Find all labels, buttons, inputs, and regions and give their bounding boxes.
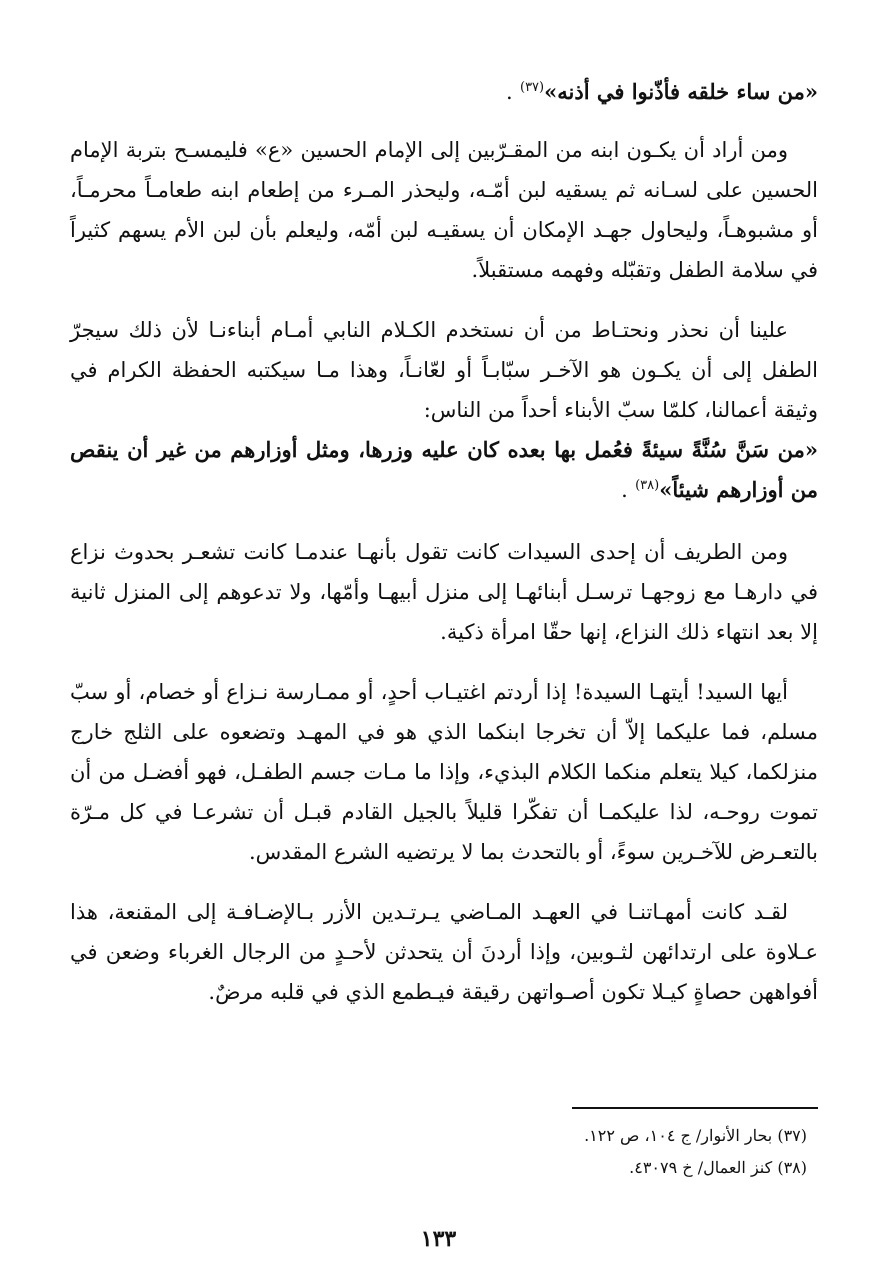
footnote-38: (٣٨) كنز العمال/ خ ٤٣٠٧٩.: [629, 1158, 807, 1177]
hadith-quote: [70, 430, 818, 510]
paragraph-1: ومن أراد أن يكـون ابنه من المقـرّبين إلى الإمام الحسين «ع» فليمسـح بتربة الإمام الحسين على لسـانه ثم يسقيه لبن أمّـه، وليحذر المـرء من إطعام ابنه طعامـاً محرمـاً، أو مشبوهـاً، وليحاول جهـد الإمكان أن يسقيـه لبن أمّه، وليعلم بأن لبن الأم يسهم كثيراً في سلامة الطفل وتقبّله وفهمه مستقبلاً.: [70, 138, 818, 282]
page-body: [70, 72, 818, 1032]
footnotes: [307, 1120, 807, 1184]
page-number: ١٣٣: [420, 1226, 457, 1252]
paragraph-4: أيها السيد! أيتهـا السيدة! إذا أردتم اغتيـاب أحدٍ، أو ممـارسة نـزاع أو خصام، أو سبّ مسلم، فما عليكما إلاّ أن تخرجا ابنكما الذي هو في المهـد وتضعوه على الثلج خارج منزلكما، كيلا يتعلم منكما الكلام البذيء، وإذا ما مـات جسم الطفـل، فهو أفضـل من أن تموت روحـه، لذا عليكمـا أن تفكّرا قليلاً بالجيل القادم قبـل أن تشرعـا في كل مـرّة بالتعـرض للآخـرين سوءً، أو بالتحدث بما لا يرتضيه الشرع المقدس.: [70, 680, 818, 864]
footnote-ref-37: (٣٧): [520, 80, 545, 95]
hadith-quote-text: «من سَنَّ سُنَّةً سيئةً فعُمل بها بعده كان عليه وزرها، ومثل أوزارهم من غير أن ينقص من أوزارهم شيئاً»: [70, 437, 818, 502]
paragraph-3: ومن الطريف أن إحدى السيدات كانت تقول بأنهـا عندمـا كانت تشعـر بحدوث نزاع في دارهـا مع زوجهـا ترسـل أبنائهـا إلى منزل أبيهـا وأمّها، ولا تدعوهم إلى المنزل ثانية إلا بعد انتهاء ذلك النزاع، إنها حقّا امرأة ذكية.: [70, 540, 818, 644]
hadith-quote-end: .: [621, 478, 628, 502]
footnote-divider: [572, 1107, 818, 1109]
opening-quote-end: .: [506, 80, 513, 104]
paragraph-2: علينا أن نحذر ونحتـاط من أن نستخدم الكـلام النابي أمـام أبناءنـا لأن ذلك سيجرّ الطفل إلى أن يكـون هو الآخـر سبّابـاً أو لعّانـاً، وهذا مـا سيكتبه الحفظة الكرام في وثيقة أعمالنا، كلمّا سبّ الأبناء أحداً من الناس:: [70, 318, 818, 422]
footnote-37: (٣٧) بحار الأنوار/ ج ١٠٤، ص ١٢٢.: [584, 1126, 807, 1145]
opening-quote-text: «من ساء خلقه فأذّنوا في أذنه»: [544, 79, 818, 104]
paragraph-5: لقـد كانت أمهـاتنـا في العهـد المـاضي يـرتـدين الأزر بـالإضـافـة إلى المقنعة، هذا عـلاوة على ارتدائهن لثـوبين، وإذا أردنَ أن يتحدثن لأحـدٍ من الرجال الغرباء وضعن في أفواههن حصاةٍ كيـلا تكون أصـواتهن رقيقة فيـطمع الذي في قلبه مرضٌ.: [70, 900, 818, 1004]
opening-quote: [70, 72, 818, 112]
footnote-ref-38: (٣٨): [635, 478, 660, 493]
